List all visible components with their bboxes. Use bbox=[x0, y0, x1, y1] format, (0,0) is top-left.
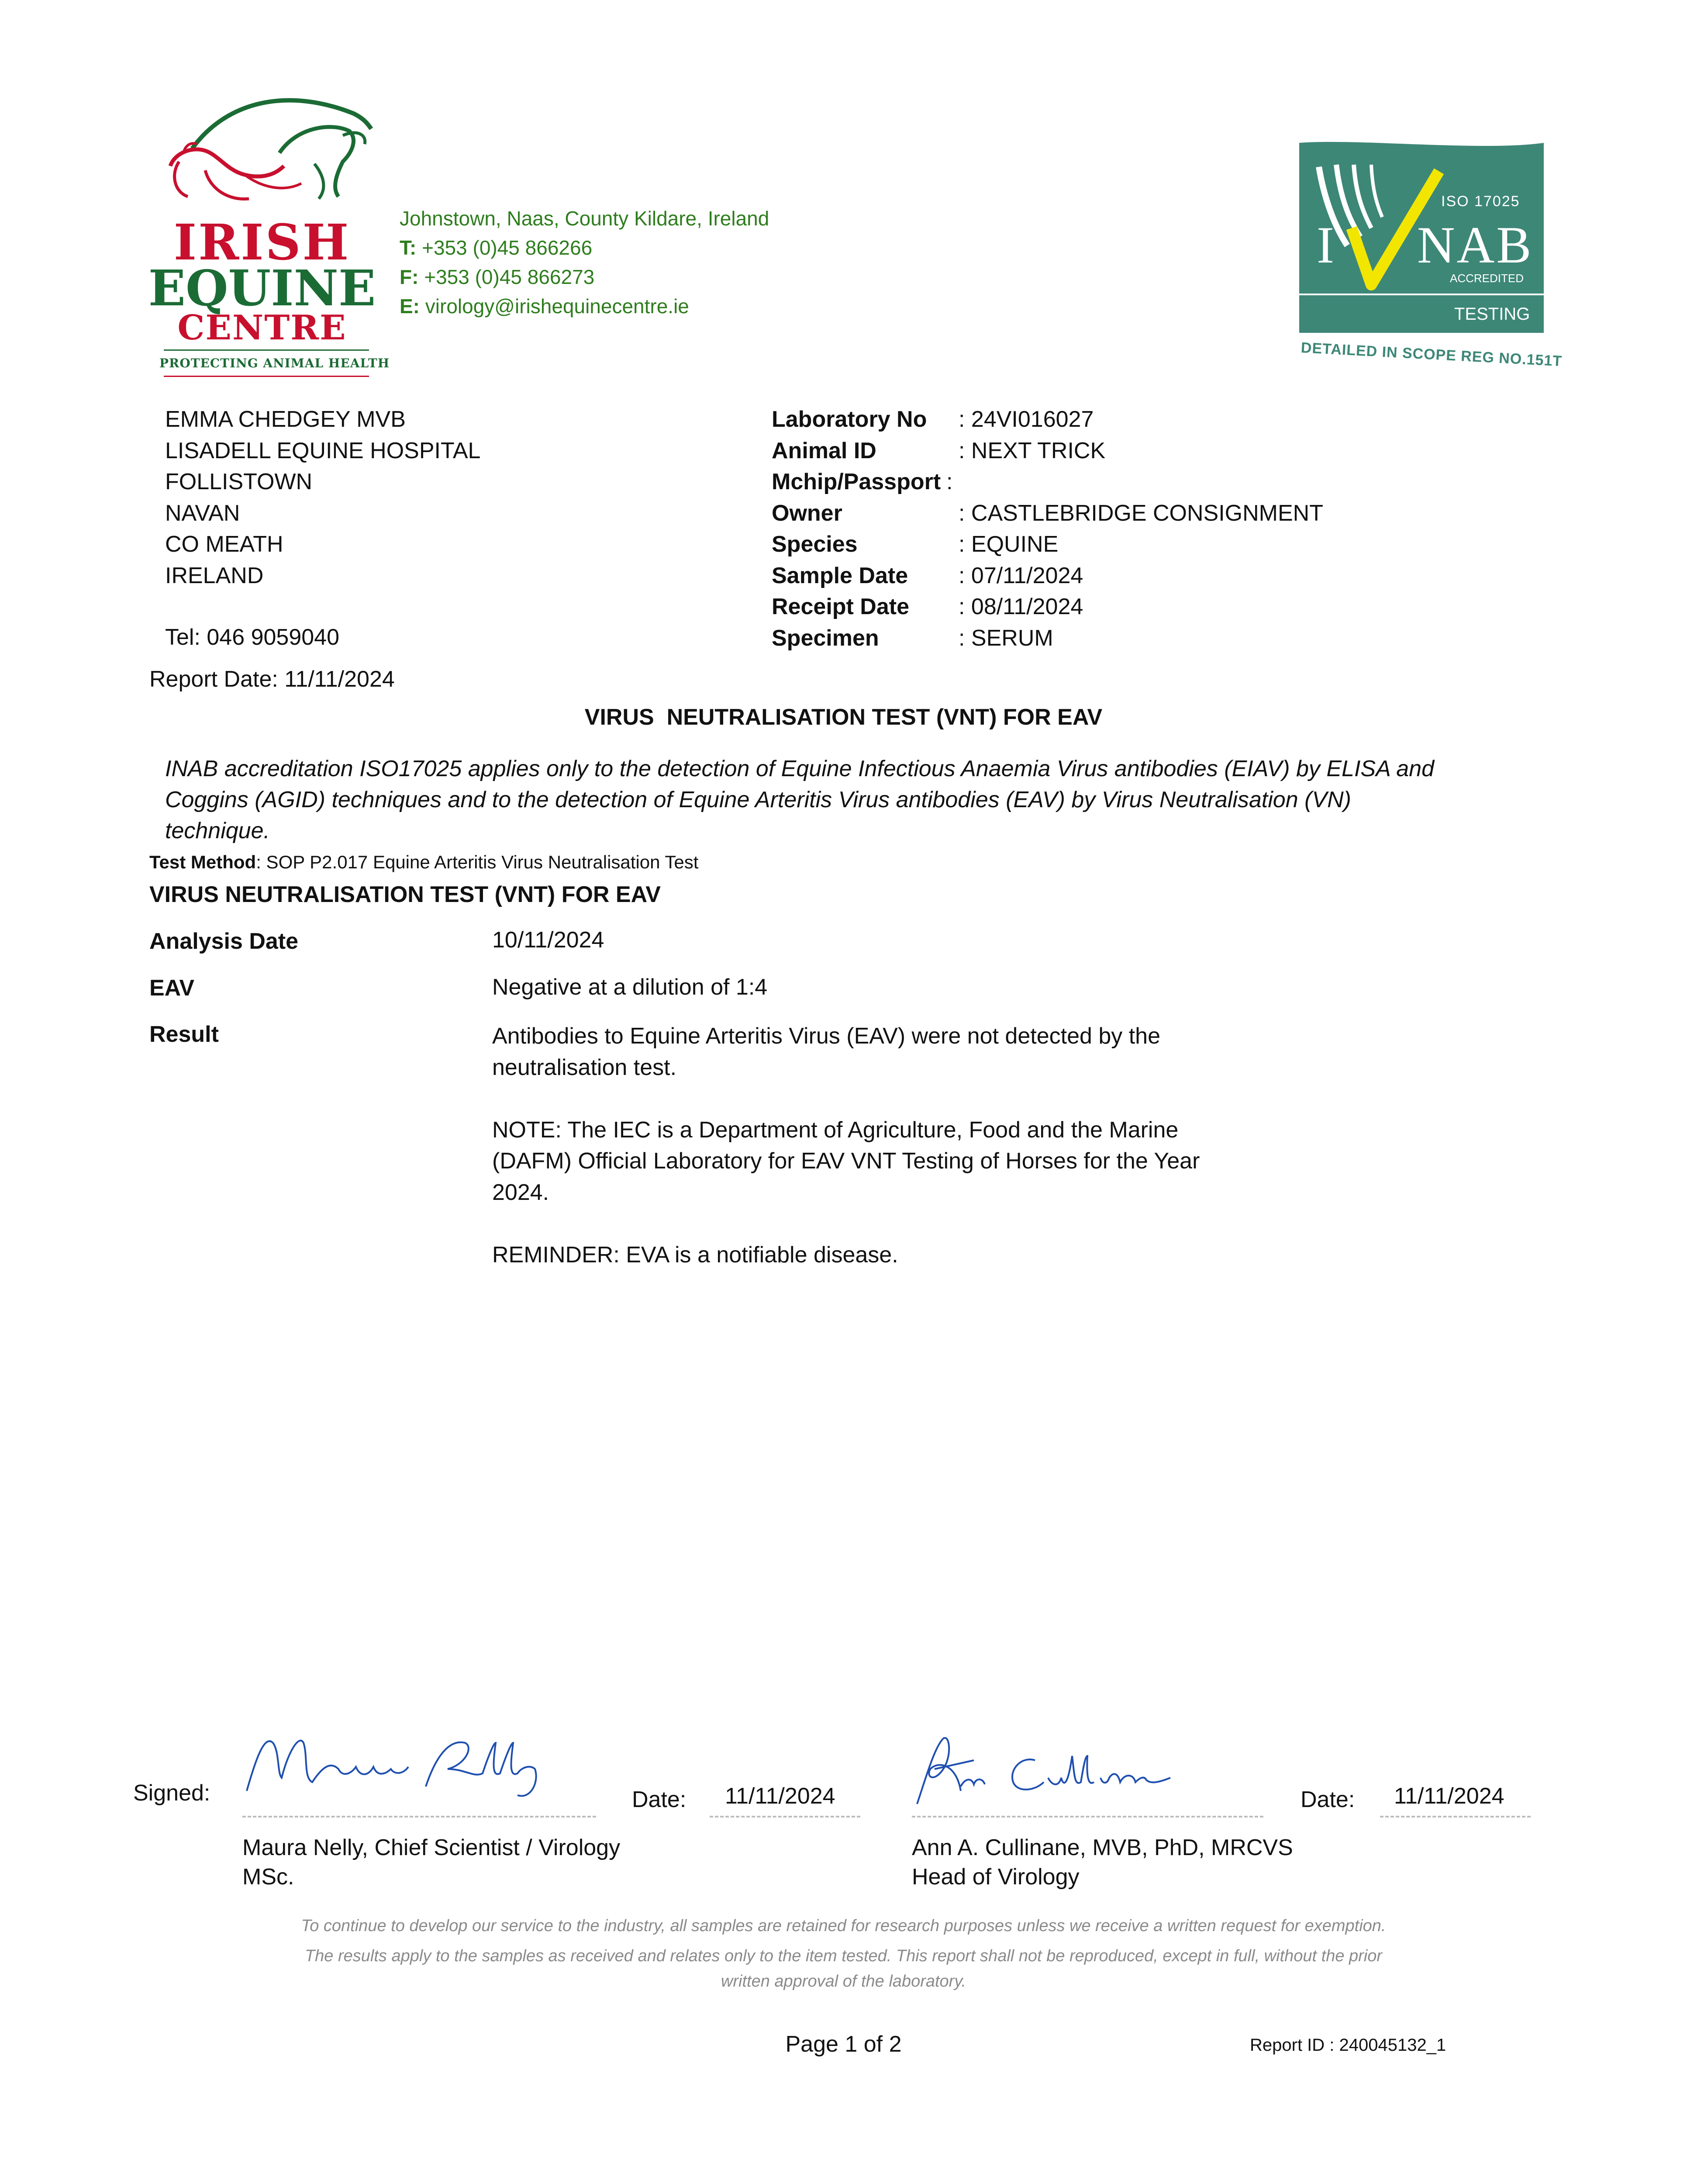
result-line bbox=[492, 1083, 1200, 1115]
footer-disclaimer-line1: The results apply to the samples as received and relates only to the item tested. This report shall not be reproduced, except in full, without the prior bbox=[304, 1947, 1383, 1965]
phone-value: +353 (0)45 866266 bbox=[416, 236, 593, 259]
test-method-value: : SOP P2.017 Equine Arteritis Virus Neutralisation Test bbox=[256, 852, 699, 872]
signatory-degree-left: MSc. bbox=[242, 1864, 294, 1890]
contact-phone bbox=[400, 233, 769, 263]
result-label: Result bbox=[149, 1022, 219, 1047]
test-method bbox=[149, 852, 698, 873]
date-value-right: 11/11/2024 bbox=[1394, 1783, 1504, 1809]
section-title: VIRUS NEUTRALISATION TEST (VNT) FOR EAV bbox=[149, 882, 661, 907]
signature-line-right bbox=[912, 1816, 1263, 1818]
lab-info-value: : SERUM bbox=[959, 625, 1053, 651]
eav-label: EAV bbox=[149, 975, 195, 1001]
result-line: 2024. bbox=[492, 1179, 549, 1205]
lab-info-value: : NEXT TRICK bbox=[959, 438, 1106, 463]
lab-info-value: : 07/11/2024 bbox=[959, 563, 1083, 588]
date-value-left: 11/11/2024 bbox=[725, 1783, 835, 1809]
contact-block bbox=[400, 204, 769, 321]
analysis-date-value: 10/11/2024 bbox=[492, 927, 604, 953]
date-label-right: Date: bbox=[1301, 1787, 1355, 1812]
logo-line-irish: IRISH bbox=[173, 214, 351, 271]
test-method-label: Test Method bbox=[149, 852, 256, 872]
lab-info-label: Receipt Date bbox=[772, 594, 909, 619]
signed-label: Signed: bbox=[133, 1780, 210, 1806]
footer-retention-note: To continue to develop our service to the industry, all samples are retained for research purposes unless we receive a written request for exemption. bbox=[301, 1917, 1386, 1935]
recipient-line: NAVAN bbox=[165, 500, 240, 526]
recipient-address bbox=[165, 404, 480, 591]
result-line: REMINDER: EVA is a notifiable disease. bbox=[492, 1242, 898, 1268]
logo-line-centre: CENTRE bbox=[177, 308, 347, 348]
phone-label: T: bbox=[400, 236, 417, 259]
fax-label: F: bbox=[400, 266, 419, 288]
accreditation-note: INAB accreditation ISO17025 applies only to the detection of Equine Infectious Anaemia Virus antibodies (EIAV) by ELISA and Coggins (AGID) techniques and to the detection of Equine Arteritis Virus antibodies (EAV) by Virus Neutralisation (VN) technique. bbox=[165, 756, 1435, 843]
page-number: Page 1 of 2 bbox=[785, 2032, 902, 2057]
inab-scope: DETAILED IN SCOPE REG NO.151T bbox=[1301, 339, 1563, 370]
lab-info-value: : 08/11/2024 bbox=[959, 594, 1083, 619]
date-line-left bbox=[710, 1816, 860, 1818]
signature-line-left bbox=[242, 1816, 596, 1818]
lab-info-label: Mchip/Passport bbox=[772, 469, 941, 494]
recipient-line: EMMA CHEDGEY MVB bbox=[165, 407, 406, 432]
lab-info-label: Species bbox=[772, 532, 858, 557]
date-label-left: Date: bbox=[632, 1787, 687, 1812]
analysis-date-label: Analysis Date bbox=[149, 929, 299, 954]
fax-value: +353 (0)45 866273 bbox=[418, 266, 595, 288]
recipient-tel: Tel: 046 9059040 bbox=[165, 625, 340, 650]
irish-equine-centre-logo bbox=[144, 87, 389, 384]
signatory-name-left: Maura Nelly, Chief Scientist / Virology bbox=[242, 1835, 621, 1860]
result-text bbox=[492, 1021, 1200, 1271]
recipient-line: LISADELL EQUINE HOSPITAL bbox=[165, 438, 481, 463]
lab-info-label: Sample Date bbox=[772, 563, 908, 588]
horse-emblem bbox=[144, 87, 389, 210]
eav-value: Negative at a dilution of 1:4 bbox=[492, 975, 768, 1000]
lab-info-label: Specimen bbox=[772, 625, 879, 651]
logo-tagline: PROTECTING ANIMAL HEALTH bbox=[159, 356, 390, 370]
lab-info-value: : CASTLEBRIDGE CONSIGNMENT bbox=[959, 500, 1323, 526]
recipient-line: FOLLISTOWN bbox=[165, 469, 313, 494]
lab-info-value: : EQUINE bbox=[959, 532, 1059, 557]
footer-disclaimer-line2: written approval of the laboratory. bbox=[721, 1972, 966, 1990]
lab-info-label: Animal ID bbox=[772, 438, 876, 463]
result-line: Antibodies to Equine Arteritis Virus (EAV) were not detected by the bbox=[492, 1023, 1161, 1049]
result-line: NOTE: The IEC is a Department of Agriculture, Food and the Marine bbox=[492, 1117, 1179, 1143]
email-label: E: bbox=[400, 295, 420, 318]
lab-info-label: Laboratory No bbox=[772, 407, 927, 432]
inab-iso-text: ISO 17025 bbox=[1441, 193, 1520, 210]
lab-info-label: Owner bbox=[772, 500, 842, 526]
inab-testing: TESTING bbox=[1454, 304, 1530, 324]
inab-accreditation-badge bbox=[1299, 141, 1563, 370]
signatory-title-right: Head of Virology bbox=[912, 1864, 1080, 1890]
signatory-name-right: Ann A. Cullinane, MVB, PhD, MRCVS bbox=[912, 1835, 1293, 1860]
inab-letter-i: I bbox=[1317, 216, 1334, 274]
email-value: virology@irishequinecentre.ie bbox=[420, 295, 689, 318]
main-title: VIRUS NEUTRALISATION TEST (VNT) FOR EAV bbox=[584, 705, 1103, 730]
logo-rule-top bbox=[164, 349, 369, 351]
recipient-line: CO MEATH bbox=[165, 532, 283, 557]
contact-fax bbox=[400, 263, 769, 292]
signature-maura-nelly bbox=[238, 1725, 552, 1800]
date-line-right bbox=[1380, 1816, 1531, 1818]
logo-rule-bottom bbox=[164, 376, 369, 377]
report-id: Report ID : 240045132_1 bbox=[1250, 2035, 1446, 2055]
contact-address: Johnstown, Naas, County Kildare, Ireland bbox=[400, 207, 769, 230]
result-line bbox=[492, 1208, 1200, 1240]
inab-accredited: ACCREDITED bbox=[1450, 272, 1524, 285]
inab-letters: NAB bbox=[1417, 216, 1533, 274]
signature-ann-cullinane bbox=[908, 1730, 1214, 1808]
recipient-line: IRELAND bbox=[165, 563, 264, 588]
logo-line-equine: EQUINE bbox=[148, 260, 376, 317]
lab-info-value: : bbox=[946, 469, 953, 494]
report-date: Report Date: 11/11/2024 bbox=[149, 667, 395, 692]
contact-email bbox=[400, 292, 769, 321]
lab-info-value: : 24VI016027 bbox=[959, 407, 1094, 432]
result-line: neutralisation test. bbox=[492, 1054, 677, 1080]
result-line: (DAFM) Official Laboratory for EAV VNT Testing of Horses for the Year bbox=[492, 1148, 1200, 1174]
